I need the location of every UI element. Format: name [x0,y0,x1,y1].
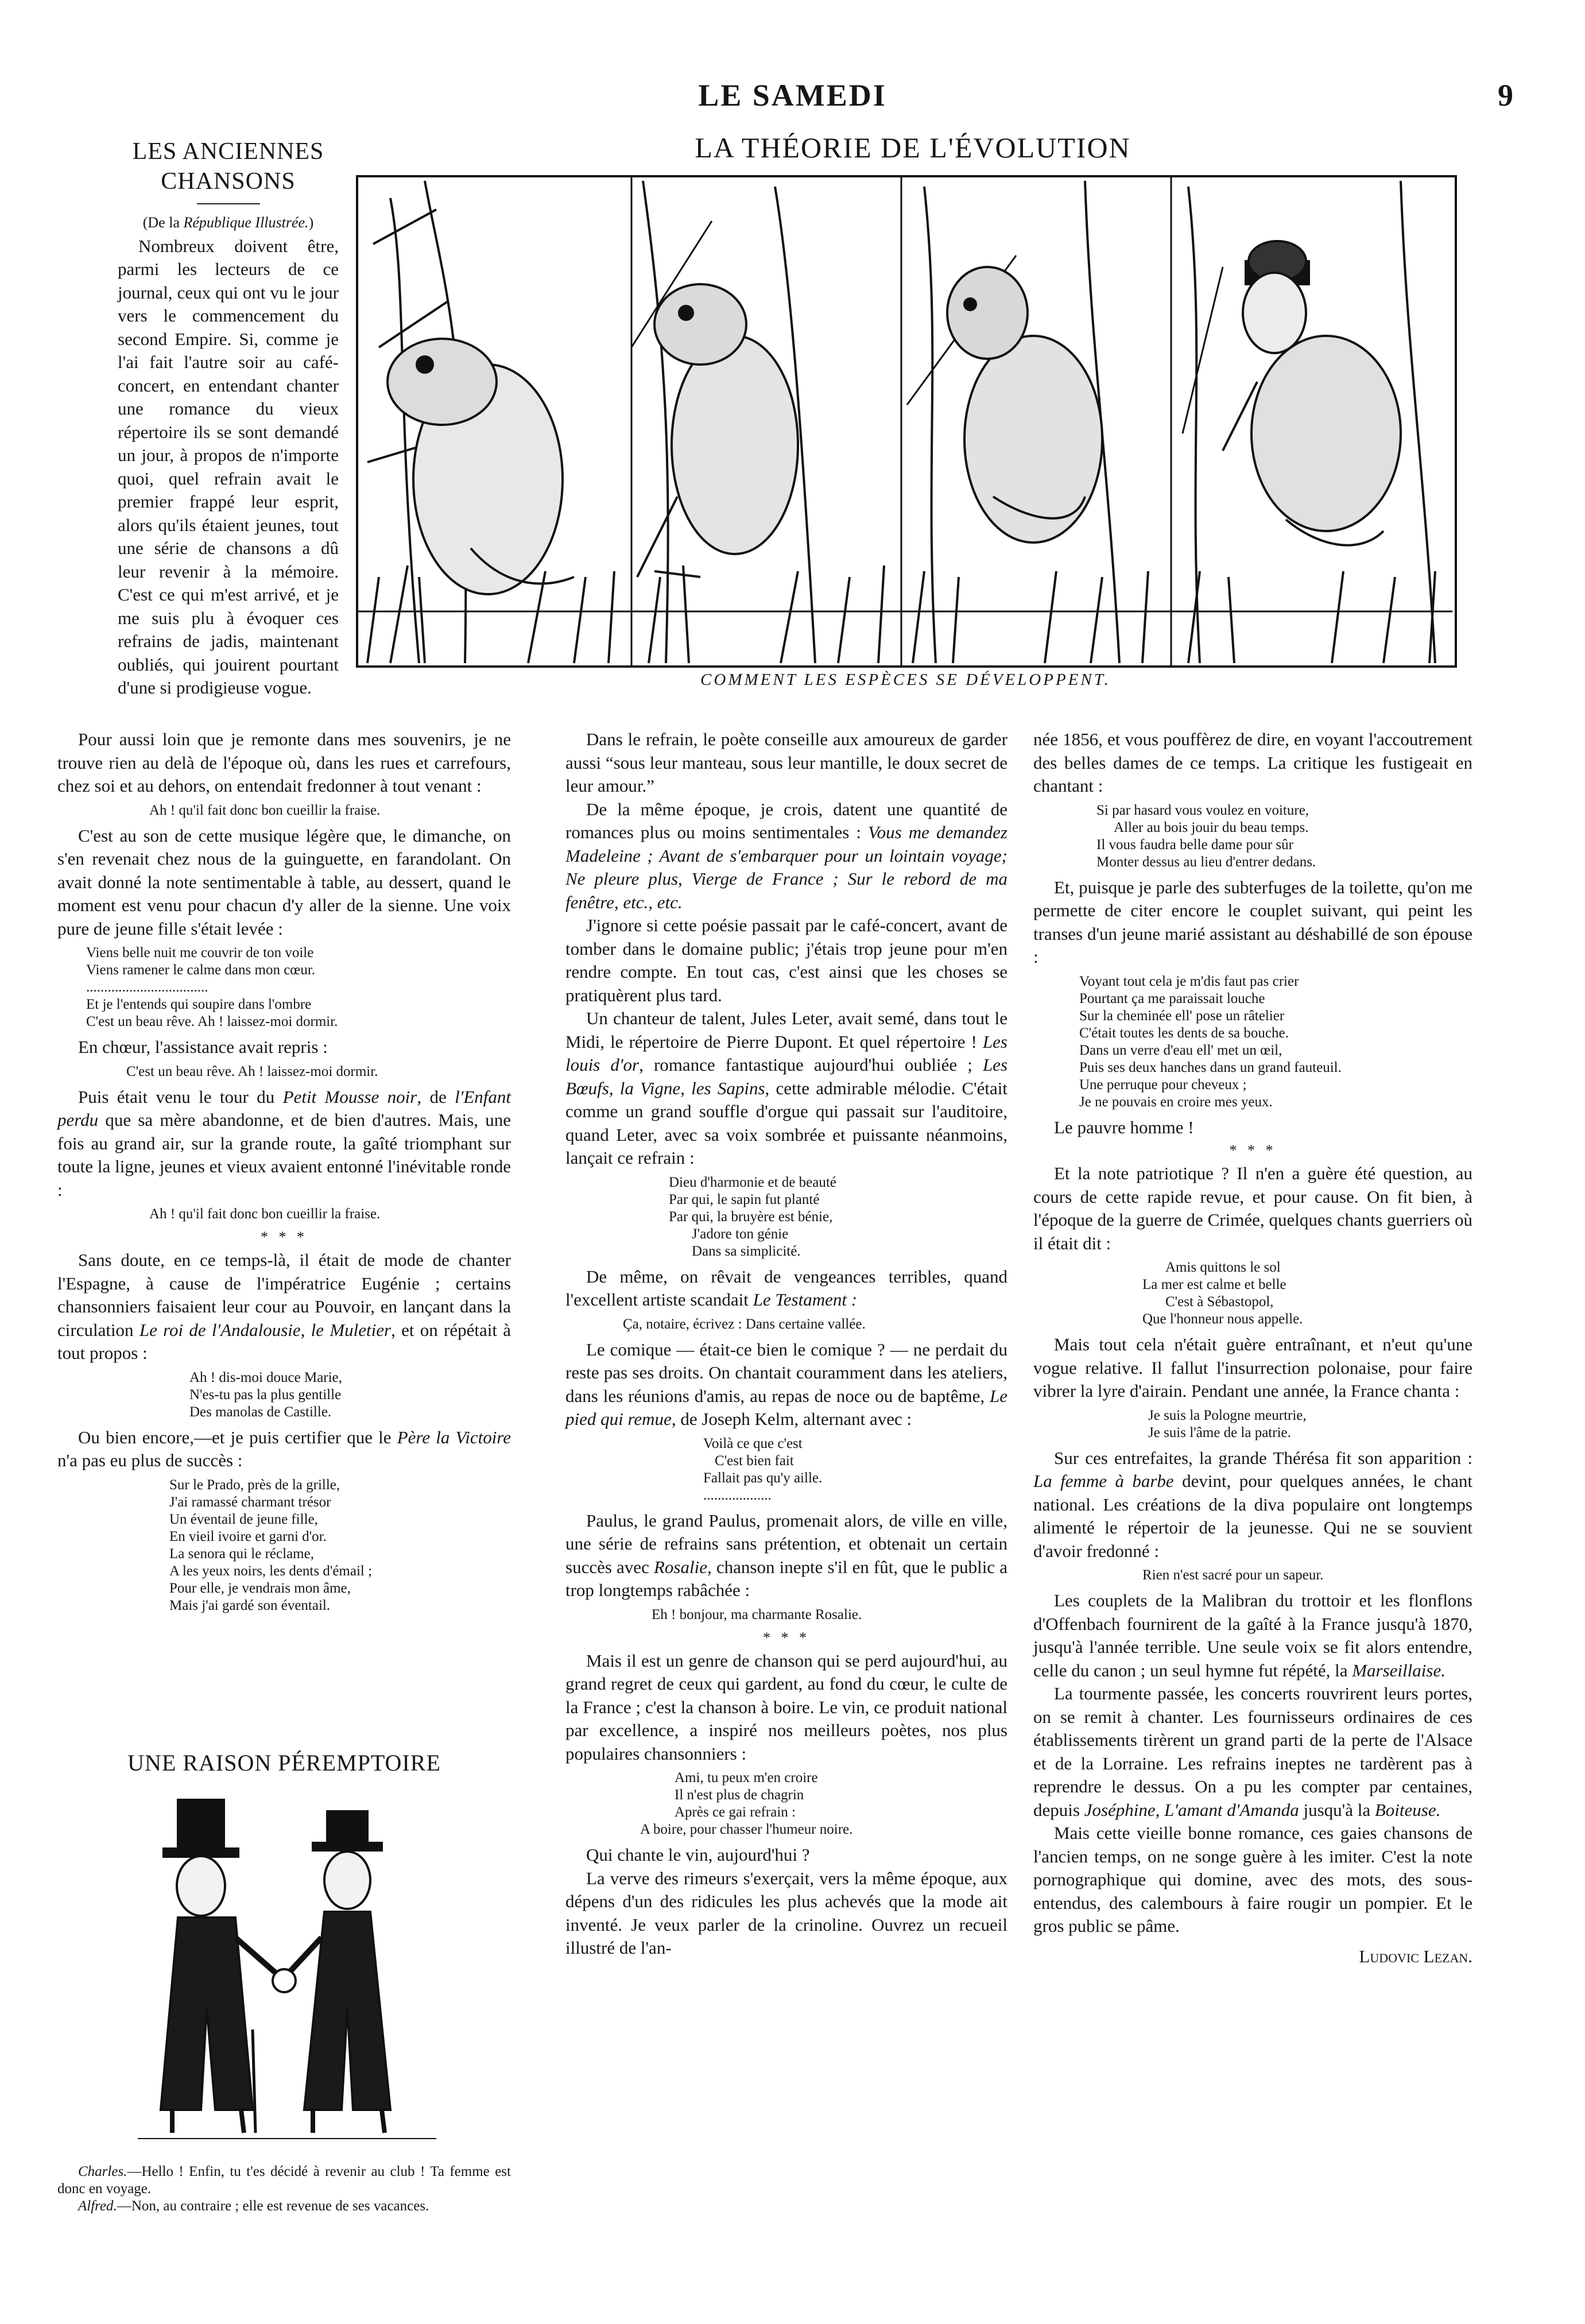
article-title-line1: LES ANCIENNES [132,138,324,165]
paragraph [565,798,1007,915]
paragraph: Mais cette vieille bonne romance, ces gaies chansons de l'ancien temps, on ne songe guère à les imiter. C'est la note pornographique qui domine, avec des mots, des sous-entendus, des calembours à faire rougir un pompier. Et le gros public se pâme. [1033,1823,1472,1936]
verse-line: Monter dessus au lieu d'entrer dedans. [1096,854,1316,870]
text-run: , de Joseph Kelm, alternant avec : [671,1409,912,1429]
cartoon-title: UNE RAISON PÉREMPTOIRE [127,1750,441,1776]
paragraph: Mais il est un genre de chanson qui se perd aujourd'hui, au grand regret de ceux qui gardent, au fond du cœur, le culte de la France ; c'est la chanson à boire. Le vin, ce produit national par excellence, a inspiré nos meilleurs poètes, nos plus populaires chansonniers : [565,1650,1007,1764]
verse-line: C'est un beau rêve. Ah ! laissez-moi dormir. [126,1063,378,1079]
verse-line: Pourtant ça me paraissait louche [1079,990,1265,1006]
title-rule [197,203,260,204]
text-run: devint, pour quelques années, le chant national. Les créations de la diva populaire ont longtemps alimenté le répertoir de la jeunesse. Qui ne se souvient d'avoir fredonné : [1033,1471,1472,1561]
dialogue-text: —Non, au contraire ; elle est revenue de ses vacances. [117,2198,429,2214]
title-ref: La femme à barbe [1033,1471,1174,1491]
title-ref: Le Testament : [753,1289,858,1310]
verse-line: N'es-tu pas la plus gentille [189,1386,342,1403]
verse-line: Il vous faudra belle dame pour sûr [1096,836,1293,853]
paragraph [57,1086,511,1202]
verse [565,1316,1007,1333]
paragraph: Et, puisque je parle des subterfuges de la toilette, qu'on me permette de citer encore le couplet suivant, qui peint les transes d'un jeune marié assistant au déshabillé de son épouse : [1033,877,1472,967]
verse-line: A boire, pour chasser l'humeur noire. [640,1822,853,1837]
dialogue-line [57,2198,511,2215]
verse-line: J'adore ton génie [692,1226,789,1242]
cartoon-caption [57,2163,511,2215]
text-run: n'a pas eu plus de succès : [57,1450,243,1470]
cartoon-drawing [138,1788,436,2156]
verse-line: Je ne pouvais en croire mes yeux. [1079,1094,1273,1110]
evolution-drawing [356,175,1457,668]
verse-line: Sur la cheminée ell' pose un râtelier [1079,1008,1285,1024]
verse-line: Je suis l'âme de la patrie. [1148,1424,1291,1440]
verse-line: Dieu d'harmonie et de beauté [669,1174,836,1190]
verse-line: Je suis la Pologne meurtrie, [1148,1407,1307,1423]
verse-line: C'est à Sébastopol, [1165,1294,1274,1310]
title-ref: Joséphine, L'amant d'Amanda [1084,1799,1299,1820]
verse [57,1369,511,1421]
verse-line: Ami, tu peux m'en croire [675,1770,818,1785]
paragraph [1033,1589,1472,1682]
verse-line: Si par hasard vous voulez en voiture, [1096,802,1309,818]
verse [57,1206,511,1223]
verse-line: Eh ! bonjour, ma charmante Rosalie. [652,1606,862,1622]
text-run: chanson inepte s'il en fût, que le public a trop longtemps rabâchée : [565,1556,1007,1600]
verse-line: Viens ramener le calme dans mon cœur. [86,962,316,978]
text-run: Puis était venu le tour du [78,1086,283,1107]
verse [1033,973,1472,1111]
verse [1033,1407,1472,1442]
main-title: LA THÉORIE DE L'ÉVOLUTION [695,131,1131,164]
verse-line: Aller au bois jouir du beau temps. [1114,819,1309,835]
verse-line: Il n'est plus de chagrin [675,1787,804,1803]
verse-line: C'est un beau rêve. Ah ! laissez-moi dormir. [86,1014,338,1029]
paragraph [57,1426,511,1473]
verse-line: Pour elle, je vendrais mon âme, [169,1580,351,1596]
paragraph: Le pauvre homme ! [1054,1117,1194,1137]
verse [1033,1259,1472,1328]
verse-line: Par qui, le sapin fut planté [669,1191,820,1207]
paragraph: Pour aussi loin que je remonte dans mes souvenirs, je ne trouve rien au delà de l'époque où, dans les rues et carrefours, chez soi et au dehors, on entendait fredonner à tout venant : [57,729,511,796]
section-stars: * * * [1229,1142,1277,1159]
verse [1033,802,1472,871]
verse-line: Amis quittons le sol [1165,1260,1281,1275]
verse-line: Ça, notaire, écrivez : Dans certaine vallée. [623,1316,866,1332]
speaker-name: Charles. [78,2164,127,2179]
verse [57,944,511,1031]
verse [1033,1567,1472,1584]
title-ref: Les Bœufs, la Vigne, les Sapins [565,1055,1008,1098]
paragraph: Mais tout cela n'était guère entraînant, et n'eut qu'une vogue relative. Il fallut l'insurrection polonaise, pour faire vibrer la lyre d'airain. Pendant une année, la France chanta : [1033,1334,1472,1401]
verse-line: Que l'honneur nous appelle. [1142,1311,1303,1327]
masthead: LE SAMEDI [698,78,887,113]
verse-line: Ah ! dis-moi douce Marie, [189,1369,342,1385]
article-title-line2: CHANSONS [161,168,296,195]
paragraph: Dans le refrain, le poète conseille aux amoureux de garder aussi “sous leur manteau, sous leur mantille, le doux secret de leur amour.” [565,729,1007,796]
verse [57,802,511,819]
verse-line: Dans sa simplicité. [692,1243,801,1259]
paragraph: J'ignore si cette poésie passait par le café-concert, avant de tomber dans le domaine public; j'étais trop jeune pour m'en rendre compte. En tout cas, c'est ainsi que les choses se pratiquèrent plus tard. [565,915,1007,1005]
section-stars: * * * [261,1229,308,1245]
paragraph [565,1509,1007,1602]
title-ref: Petit Mousse noir [282,1086,417,1107]
source-prefix: (De la [142,214,184,231]
author-signature: Ludovic Lezan. [1359,1946,1472,1966]
paragraph: La verve des rimeurs s'exerçait, vers la même époque, aux dépens d'un des ridicules les plus achevés que la mode ait inventé. Je veux parler de la crinoline. Ouvrez un recueil illustré de l'an- [565,1868,1007,1958]
verse-line: Sur le Prado, près de la grille, [169,1477,340,1493]
paragraph: Qui chante le vin, aujourd'hui ? [586,1845,810,1865]
paragraph: Et la note patriotique ? Il n'en a guère été question, au cours de cette rapide revue, et pour cause. On fit bien, à l'époque de la guerre de Crimée, quelques chants guerriers où il était dit : [1033,1163,1472,1253]
paragraph: Nombreux doivent être, parmi les lecteurs de ce journal, ceux qui ont vu le jour vers le commencement du second Empire. Si, comme je l'ai fait l'autre soir au café-concert, en entendant chanter une romance du vieux répertoire ils se sont demandé un jour, à propos de n'importe quoi, quel refrain avait le premier frappé leur esprit, alors qu'ils étaient jeunes, tout une série de chansons a dû leur revenir à la mémoire. C'est ce qui m'est arrivé, et je me suis plu à évoquer ces refrains de jadis, maintenant oubliés, qui jouirent pourtant d'une si prodigieuse vogue. [118,235,339,698]
right-column [1033,728,1472,1968]
title-ref: Rosalie, [653,1556,712,1577]
verse-line: A les yeux noirs, les dents d'émail ; [169,1563,373,1579]
cartoon-illustration [138,1788,436,2156]
text-run: Paulus, le grand Paulus, promenait alors, de ville en ville, une série de refrains sans prétention, et obtenait un certain succès avec [565,1510,1007,1577]
verse-line: Une perruque pour cheveux ; [1079,1076,1247,1093]
illustration-caption: COMMENT LES ESPÈCES SE DÉVELOPPENT. [700,671,1111,689]
paragraph [57,1249,511,1365]
verse-line: Fallait pas qu'y aille. [703,1470,823,1486]
verse-line: La mer est calme et belle [1142,1277,1286,1292]
verse-line: Par qui, la bruyère est bénie, [669,1209,833,1225]
source-name: République Illustrée. [183,214,309,231]
verse [565,1606,1007,1624]
title-ref: Le roi de l'Andalousie, le Muletier [139,1319,392,1340]
verse-line: Rien n'est sacré pour un sapeur. [1142,1567,1324,1583]
verse [57,1063,511,1080]
verse [565,1435,1007,1504]
cartoon [57,1748,511,1778]
verse-line: ................... [703,1487,772,1503]
speaker-name: Alfred. [78,2198,117,2214]
verse [565,1174,1007,1260]
title-ref: Père la Victoire [397,1427,511,1447]
title-ref: l'Enfant perdu [57,1086,511,1130]
title-ref: Les louis d'or [565,1031,1007,1075]
verse-line: Après ce gai refrain : [675,1804,796,1820]
text-run: , cette admirable mélodie. C'était comme un grand souffle d'orgue qui passait sur l'auditoire, quand Leter, avec sa voix sombrée et puissante néanmoins, lançait ce refrain : [565,1078,1007,1168]
paragraph [565,1338,1007,1431]
paragraph: En chœur, l'assistance avait repris : [78,1037,328,1057]
text-run: Sans doute, en ce temps-là, il était de mode de chanter l'Espagne, à cause de l'impératrice Eugénie ; certains chansonniers faisaient leur cour au Pouvoir, en lançant dans la circulation [57,1250,511,1340]
verse-line: Voyant tout cela je m'dis faut pas crier [1079,973,1299,989]
text-run: Sur ces entrefaites, la grande Thérésa fit son apparition : [1054,1447,1472,1468]
dialogue-text: —Hello ! Enfin, tu t'es décidé à revenir au club ! Ta femme est donc en voyage. [57,2164,511,2197]
verse [57,1477,511,1614]
page-number: 9 [1498,78,1513,113]
evolution-illustration [356,175,1457,668]
paragraph [1033,1682,1472,1822]
text-run: , et on répétait à tout propos : [57,1319,511,1363]
verse-line: Ah ! qu'il fait donc bon cueillir la fraise. [149,1206,381,1222]
text-run: La tourmente passée, les concerts rouvrirent leurs portes, on se remit à chanter. Les fournisseurs ordinaires de ces établissements tirèrent un grand parti de la perte de l'Alsace et de la Lorraine. Les refrains ineptes ne tardèrent pas à reprendre le dessus. On a pu les compter par centaines, depuis [1033,1683,1472,1820]
verse [565,1769,1007,1838]
verse-line: Viens belle nuit me couvrir de ton voile [86,945,314,960]
text-run: Un chanteur de talent, Jules Leter, avait semé, dans tout le Midi, le répertoire de Pierre Dupont. Et quel répertoire ! [565,1008,1007,1052]
title-ref: Marseillaise. [1352,1660,1446,1680]
left-article-top [118,137,339,700]
text-run: Le comique — était-ce bien le comique ? — ne perdait du reste pas ses droits. On chantait couramment dans les ateliers, dans les réunions d'amis, au repas de noce ou de baptême, [565,1339,1007,1406]
dialogue-line [57,2163,511,2198]
verse-line: Puis ses deux hanches dans un grand fauteuil. [1079,1059,1342,1075]
text-run: , de [417,1086,455,1107]
verse-line: Ah ! qu'il fait donc bon cueillir la fraise. [149,802,381,818]
title-ref: Boiteuse. [1374,1799,1441,1820]
paragraph [565,1265,1007,1312]
text-run: Les couplets de la Malibran du trottoir et les flonflons d'Offenbach fournirent de la gaîté à la France jusqu'à 1870, jusqu'à l'année terrible. Une seule voix se fit alors entendre, celle du canon ; un seul hymne fut répété, la [1033,1590,1472,1680]
paragraph [565,1007,1007,1170]
verse-line: La senora qui le réclame, [169,1546,314,1562]
verse-line: Un éventail de jeune fille, [169,1511,318,1527]
paragraph [1033,1447,1472,1563]
text-run: De la même époque, je crois, datent une quantité de romances plus ou moins sentimentales : [565,799,1007,842]
left-column [57,728,511,1620]
paragraph: née 1856, et vous pouffèrez de dire, en voyant l'accoutrement des belles dames de ce temps. La critique les fustigeait en chantant : [1033,729,1472,796]
verse-line: C'est bien fait [715,1452,794,1469]
middle-column [565,728,1007,1960]
verse-line: .................................. [86,979,208,995]
verse-line: Des manolas de Castille. [189,1404,332,1420]
text-run: jusqu'à la [1299,1799,1375,1820]
verse-line: En vieil ivoire et garni d'or. [169,1528,327,1544]
text-run: De même, on rêvait de vengeances terribles, quand l'excellent artiste scandait [565,1266,1007,1310]
source-suffix: ) [308,214,314,231]
article-source [118,211,339,235]
paragraph: C'est au son de cette musique légère que, le dimanche, on s'en revenait chez nous de la guinguette, en farandolant. On avait donné la note sentimentable à table, au dessert, quand le moment est venu pour chacun d'y aller de la sienne. Une voix pure de jeune fille s'était levée : [57,825,511,939]
section-stars: * * * [763,1629,810,1646]
verse-line: C'était toutes les dents de sa bouche. [1079,1025,1289,1041]
verse-line: Et je l'entends qui soupire dans l'ombre [86,997,312,1012]
text-run: , romance fantastique aujourd'hui oubliée ; [639,1055,983,1075]
verse-line: Mais j'ai gardé son éventail. [169,1597,331,1613]
verse-line: Voilà ce que c'est [703,1435,803,1451]
title-ref: Le pied qui remue [565,1385,1007,1429]
text-run: Ou bien encore,—et je puis certifier que le [78,1427,397,1447]
title-ref: Vous me demandez Madeleine ; Avant de s'embarquer pour un lointain voyage; Ne pleure plus, Vierge de France ; Sur le rebord de ma fenêtre, etc., etc. [565,822,1007,912]
verse-line: J'ai ramassé charmant trésor [169,1494,331,1510]
text-run: que sa mère abandonne, et de bien d'autres. Mais, une fois au grand air, sur la grande route, la gaîté triomphant sur toute la ligne, jeunes et vieux avaient entonné l'inévitable ronde : [57,1110,511,1200]
verse-line: Dans un verre d'eau ell' met un œil, [1079,1042,1282,1058]
article-title [118,137,339,196]
